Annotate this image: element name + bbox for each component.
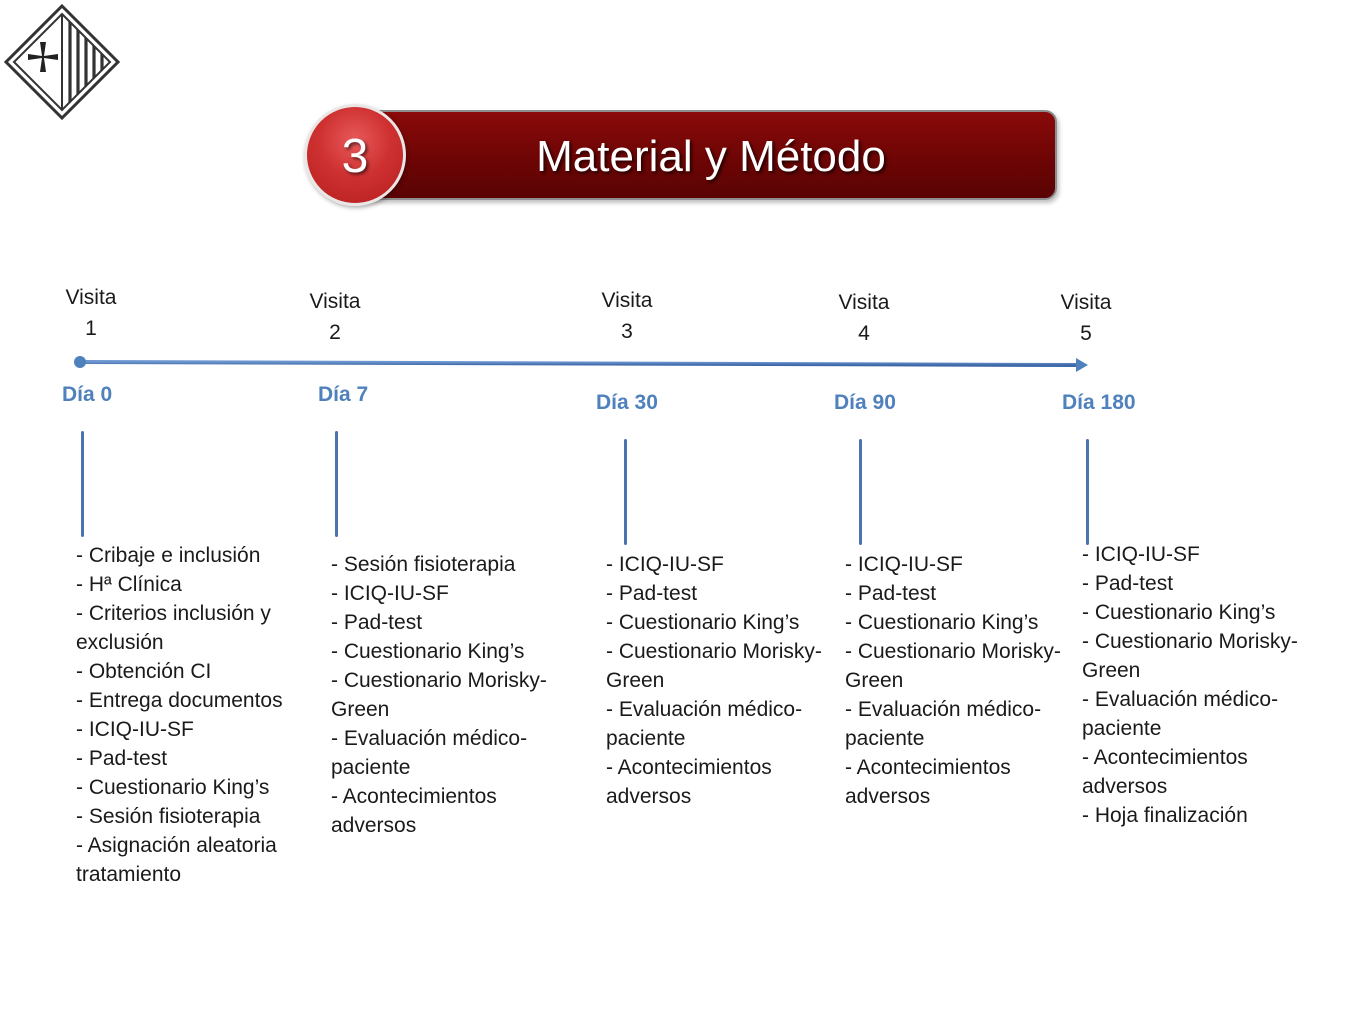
activity-item: - Entrega documentos xyxy=(76,689,283,712)
visit-3-label xyxy=(587,285,667,347)
activity-item: - Cuestionario King’s xyxy=(1082,601,1276,624)
activity-item: - Evaluación médico-paciente xyxy=(331,727,528,779)
activity-item: - Pad-test xyxy=(76,747,168,770)
activity-item: - Cuestionario Morisky-Green xyxy=(606,640,822,692)
section-number: 3 xyxy=(341,130,369,183)
section-title: Material y Método xyxy=(536,132,886,181)
activity-item: - Cuestionario Morisky-Green xyxy=(331,669,547,721)
activity-item: - Cribaje e inclusión xyxy=(76,544,261,567)
activity-item: - Asignación aleatoria tratamiento xyxy=(76,834,277,886)
visit-1-activities xyxy=(76,541,291,889)
visit-number: 1 xyxy=(85,317,97,340)
activity-item: - Cuestionario King’s xyxy=(76,776,270,799)
visit-3-connector xyxy=(624,439,627,545)
activity-item: - Pad-test xyxy=(606,582,698,605)
activity-item: - Obtención CI xyxy=(76,660,212,683)
timeline-line xyxy=(80,362,1078,365)
section-number-badge xyxy=(304,104,406,206)
visit-4-activities xyxy=(845,550,1073,811)
day-0-label: Día 0 xyxy=(62,383,113,406)
activity-item: - Hoja finalización xyxy=(1082,804,1248,827)
visit-number: 4 xyxy=(858,322,870,345)
visit-word: Visita xyxy=(1060,291,1112,314)
visit-word: Visita xyxy=(65,286,117,309)
visit-number: 3 xyxy=(621,320,633,343)
activity-item: - Acontecimientos adversos xyxy=(1082,746,1248,798)
activity-item: - Pad-test xyxy=(331,611,423,634)
activity-item: - ICIQ-IU-SF xyxy=(331,582,449,605)
visit-word: Visita xyxy=(309,290,361,313)
visit-word: Visita xyxy=(601,289,653,312)
coat-of-arms-logo xyxy=(4,4,120,120)
visit-5-connector xyxy=(1086,439,1089,545)
visit-4-connector xyxy=(859,439,862,545)
timeline-start-dot xyxy=(74,356,86,368)
activity-item: - Criterios inclusión y exclusión xyxy=(76,602,271,654)
activity-item: - ICIQ-IU-SF xyxy=(76,718,194,741)
activity-item: - Evaluación médico-paciente xyxy=(845,698,1042,750)
activity-item: - Sesión fisioterapia xyxy=(76,805,261,828)
visit-2-label xyxy=(295,286,375,348)
day-180-label: Día 180 xyxy=(1062,391,1136,414)
activity-item: - Cuestionario King’s xyxy=(331,640,525,663)
day-30-label: Día 30 xyxy=(596,391,658,414)
visit-2-activities xyxy=(331,550,549,840)
activity-item: - Sesión fisioterapia xyxy=(331,553,516,576)
activity-item: - Pad-test xyxy=(845,582,937,605)
activity-item: - ICIQ-IU-SF xyxy=(1082,543,1200,566)
visit-number: 5 xyxy=(1080,322,1092,345)
activity-item: - Cuestionario King’s xyxy=(606,611,800,634)
visit-number: 2 xyxy=(329,321,341,344)
visit-word: Visita xyxy=(838,291,890,314)
visit-1-connector xyxy=(81,431,84,537)
visit-4-label xyxy=(824,287,904,349)
visit-2-connector xyxy=(335,431,338,537)
timeline-arrowhead xyxy=(1076,358,1088,372)
section-title-banner xyxy=(345,110,1057,200)
activity-item: - Cuestionario King’s xyxy=(845,611,1039,634)
activity-item: - Acontecimientos adversos xyxy=(845,756,1011,808)
activity-item: - Cuestionario Morisky-Green xyxy=(1082,630,1298,682)
visit-5-label xyxy=(1046,287,1126,349)
activity-item: - Evaluación médico-paciente xyxy=(606,698,803,750)
activity-item: - Acontecimientos adversos xyxy=(331,785,497,837)
activity-item: - ICIQ-IU-SF xyxy=(845,553,963,576)
visit-5-activities xyxy=(1082,540,1314,830)
activity-item: - Acontecimientos adversos xyxy=(606,756,772,808)
activity-item: - Cuestionario Morisky-Green xyxy=(845,640,1061,692)
activity-item: - Pad-test xyxy=(1082,572,1174,595)
activity-item: - Evaluación médico-paciente xyxy=(1082,688,1279,740)
visit-1-label xyxy=(51,282,131,344)
day-7-label: Día 7 xyxy=(318,383,369,406)
visit-3-activities xyxy=(606,550,834,811)
activity-item: - Hª Clínica xyxy=(76,573,182,596)
day-90-label: Día 90 xyxy=(834,391,896,414)
activity-item: - ICIQ-IU-SF xyxy=(606,553,724,576)
